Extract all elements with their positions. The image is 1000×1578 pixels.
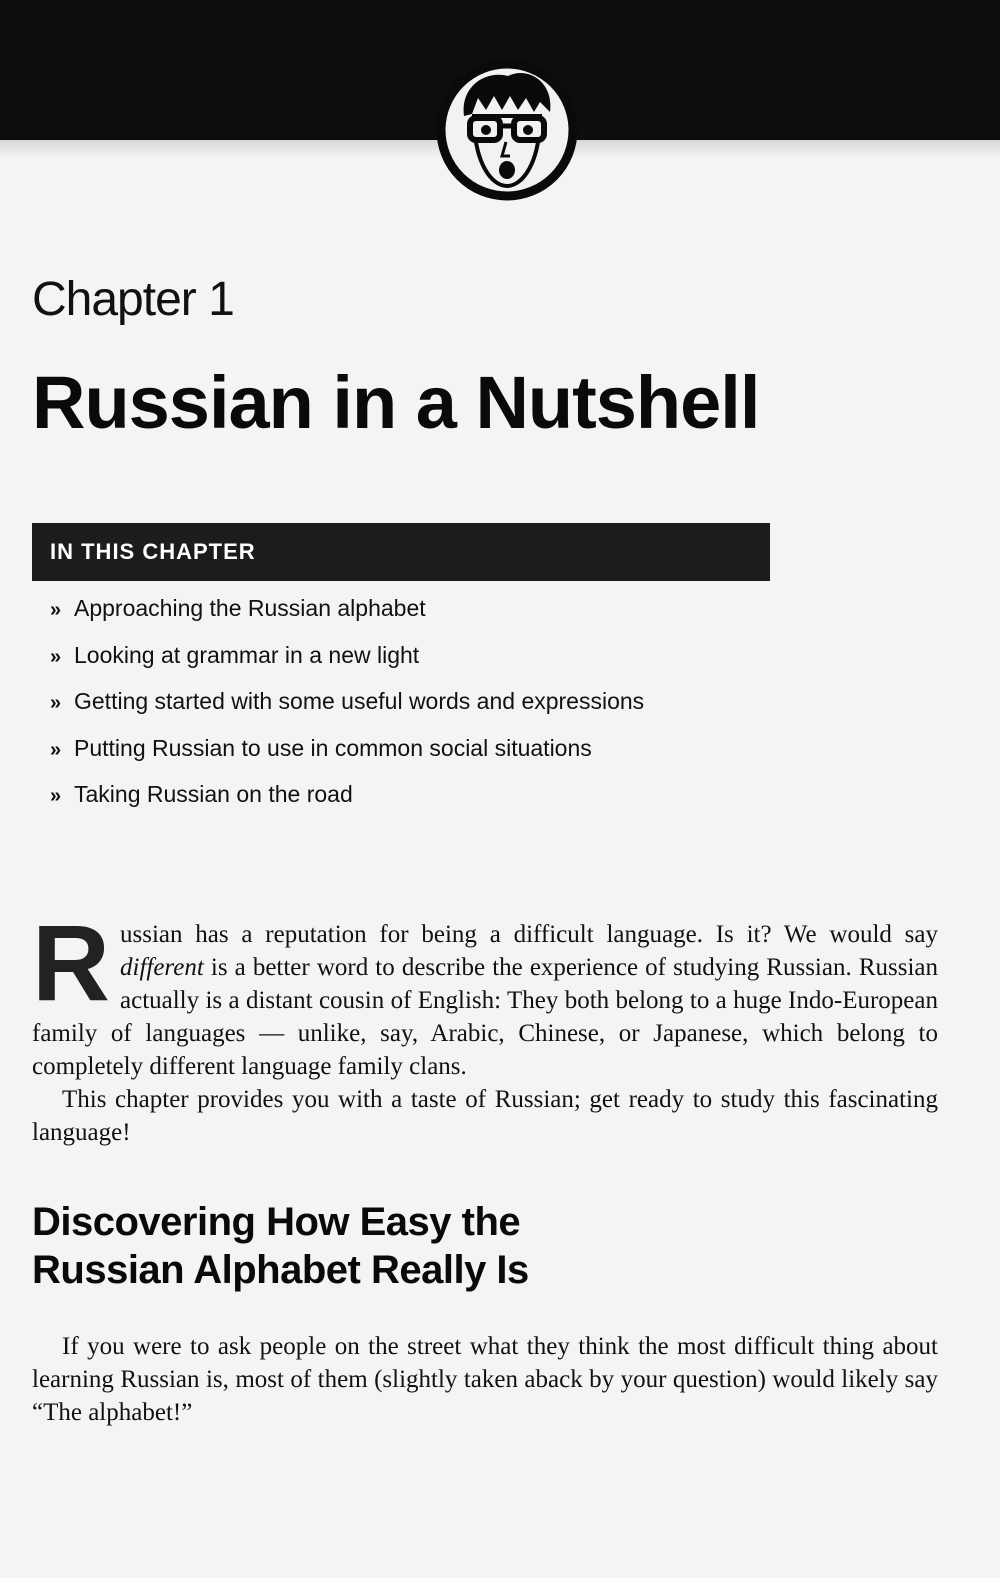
list-item-text: Approaching the Russian alphabet [74, 595, 426, 621]
list-item-text: Getting started with some useful words and expressions [74, 688, 645, 714]
intro-text-start: ussian has a reputation for being a difficult language. Is it? We would say [120, 921, 938, 948]
dummies-guy-icon [436, 46, 578, 204]
bullet-chevron-icon: » [50, 692, 62, 714]
section-paragraph: If you were to ask people on the street what they think the most difficult thing about learning Russian is, most of them (slightly taken aback by your question) would likely say “The alphabet!” [32, 1333, 938, 1426]
chapter-topics-list [32, 581, 770, 818]
chapter-title: Russian in a Nutshell [32, 361, 760, 444]
section-heading-line-2: Russian Alphabet Really Is [32, 1248, 529, 1292]
intro-paragraph [32, 902, 938, 1083]
chapter-description-paragraph: This chapter provides you with a taste of Russian; get ready to study this fascinating language! [32, 1086, 938, 1146]
list-item [50, 585, 770, 632]
bullet-chevron-icon: » [50, 645, 62, 668]
emphasis-word: different [120, 954, 204, 981]
bullet-chevron-icon: » [50, 785, 62, 807]
list-item-text: Looking at grammar in a new light [74, 641, 420, 668]
bullet-chevron-icon: » [50, 738, 62, 761]
list-item [50, 725, 770, 772]
section-heading-line-1: Discovering How Easy the [32, 1200, 521, 1244]
in-this-chapter-heading: IN THIS CHAPTER [32, 523, 770, 581]
list-item-text: Taking Russian on the road [74, 781, 353, 807]
chapter-number: Chapter 1 [32, 273, 234, 326]
list-item-text: Putting Russian to use in common social situations [74, 734, 592, 761]
bullet-chevron-icon: » [50, 599, 62, 621]
list-item [50, 632, 770, 679]
drop-cap: R [32, 902, 110, 1023]
in-this-chapter-box [32, 523, 770, 811]
intro-text-end: is a better word to describe the experience of studying Russian. Russian actually is a distant cousin of English: They both belong to a huge Indo-European family of languages — unlike, say, Arabic, Chinese, or Japanese, which belong to completely different language family clans. [32, 954, 938, 1080]
list-item [50, 678, 770, 725]
list-item [50, 771, 770, 818]
section-heading [32, 1198, 732, 1294]
